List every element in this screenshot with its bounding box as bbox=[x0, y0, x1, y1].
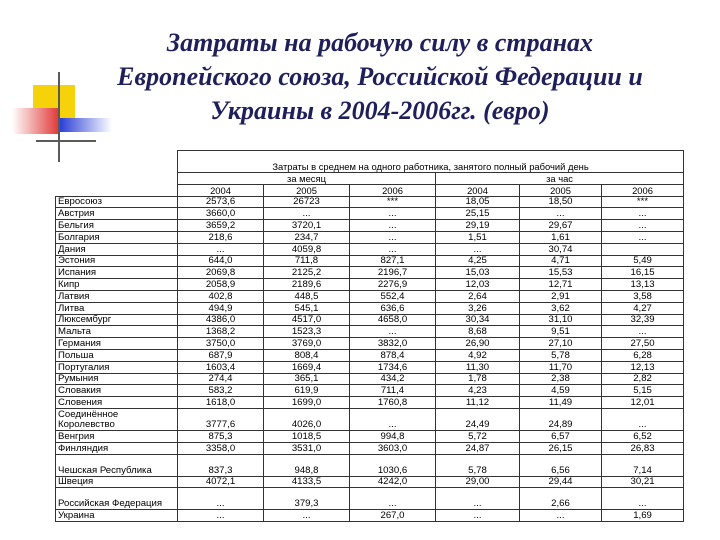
value-cell: 4026,0 bbox=[264, 408, 350, 430]
value-cell: 4242,0 bbox=[350, 476, 436, 488]
country-cell: Румыния bbox=[56, 373, 178, 385]
country-cell: Мальта bbox=[56, 326, 178, 338]
value-cell: 6,57 bbox=[520, 430, 602, 442]
value-cell: 9,51 bbox=[520, 326, 602, 338]
country-cell: Польша bbox=[56, 349, 178, 361]
value-cell: 1,78 bbox=[436, 373, 520, 385]
table-row bbox=[56, 290, 684, 302]
value-cell: 2573,6 bbox=[178, 196, 264, 208]
year-header: 2005 bbox=[264, 184, 350, 196]
value-cell: 4,59 bbox=[520, 385, 602, 397]
table-row bbox=[56, 267, 684, 279]
value-cell: 2,38 bbox=[520, 373, 602, 385]
value-cell: ... bbox=[178, 510, 264, 522]
value-cell: 4517,0 bbox=[264, 314, 350, 326]
value-cell: 13,13 bbox=[602, 279, 684, 291]
value-cell: ... bbox=[350, 208, 436, 220]
value-cell: 12,71 bbox=[520, 279, 602, 291]
value-cell: 1,51 bbox=[436, 231, 520, 243]
country-cell: Соединённое Королевство bbox=[56, 408, 178, 430]
value-cell: 11,70 bbox=[520, 361, 602, 373]
value-cell: 494,9 bbox=[178, 302, 264, 314]
decor-horizontal-line bbox=[36, 140, 96, 142]
value-cell: 11,12 bbox=[436, 397, 520, 409]
country-cell: Финляндия bbox=[56, 442, 178, 454]
value-cell: ... bbox=[602, 326, 684, 338]
value-cell: 1,61 bbox=[520, 231, 602, 243]
title-line-1: Затраты на рабочую силу в странах bbox=[166, 28, 594, 57]
table-row bbox=[56, 408, 684, 430]
value-cell: 402,8 bbox=[178, 290, 264, 302]
value-cell: 3,62 bbox=[520, 302, 602, 314]
value-cell: ... bbox=[602, 208, 684, 220]
value-cell: 218,6 bbox=[178, 231, 264, 243]
value-cell: 12,03 bbox=[436, 279, 520, 291]
value-cell: 711,4 bbox=[350, 385, 436, 397]
value-cell: 808,4 bbox=[264, 349, 350, 361]
value-cell: 2,64 bbox=[436, 290, 520, 302]
country-cell: Бельгия bbox=[56, 220, 178, 232]
value-cell: 25,15 bbox=[436, 208, 520, 220]
table-row bbox=[56, 220, 684, 232]
value-cell: 2196,7 bbox=[350, 267, 436, 279]
value-cell: 448,5 bbox=[264, 290, 350, 302]
value-cell: 267,0 bbox=[350, 510, 436, 522]
table-row bbox=[56, 302, 684, 314]
value-cell: 994,8 bbox=[350, 430, 436, 442]
value-cell: 15,53 bbox=[520, 267, 602, 279]
value-cell: 4,92 bbox=[436, 349, 520, 361]
value-cell: 3769,0 bbox=[264, 338, 350, 350]
country-cell: Болгария bbox=[56, 231, 178, 243]
table-row bbox=[56, 430, 684, 442]
value-cell: 11,30 bbox=[436, 361, 520, 373]
table-row bbox=[56, 231, 684, 243]
value-cell: ... bbox=[350, 326, 436, 338]
value-cell: 1368,2 bbox=[178, 326, 264, 338]
value-cell: 545,1 bbox=[264, 302, 350, 314]
value-cell: 16,15 bbox=[602, 267, 684, 279]
value-cell: 4386,0 bbox=[178, 314, 264, 326]
value-cell: ... bbox=[350, 243, 436, 255]
value-cell: ... bbox=[602, 488, 684, 510]
value-cell: ... bbox=[602, 231, 684, 243]
year-header: 2005 bbox=[520, 184, 602, 196]
value-cell: 5,78 bbox=[520, 349, 602, 361]
table-row bbox=[56, 243, 684, 255]
value-cell: ... bbox=[436, 243, 520, 255]
value-cell: 24,89 bbox=[520, 408, 602, 430]
value-cell: 1734,6 bbox=[350, 361, 436, 373]
value-cell: 29,44 bbox=[520, 476, 602, 488]
value-cell: 30,34 bbox=[436, 314, 520, 326]
country-cell: Германия bbox=[56, 338, 178, 350]
value-cell: 26,90 bbox=[436, 338, 520, 350]
header-corner bbox=[56, 151, 178, 197]
value-cell: 29,00 bbox=[436, 476, 520, 488]
value-cell: 24,87 bbox=[436, 442, 520, 454]
value-cell: ... bbox=[178, 488, 264, 510]
value-cell: 18,05 bbox=[436, 196, 520, 208]
table-row bbox=[56, 476, 684, 488]
table-row bbox=[56, 488, 684, 510]
value-cell: 3750,0 bbox=[178, 338, 264, 350]
value-cell: 29,67 bbox=[520, 220, 602, 232]
value-cell: ... bbox=[350, 231, 436, 243]
value-cell: 4072,1 bbox=[178, 476, 264, 488]
title-line-2: Европейского союза, Российской Федерации и bbox=[117, 62, 643, 91]
value-cell: 18,50 bbox=[520, 196, 602, 208]
value-cell: 365,1 bbox=[264, 373, 350, 385]
value-cell: 1760,8 bbox=[350, 397, 436, 409]
table-row bbox=[56, 361, 684, 373]
value-cell: 3659,2 bbox=[178, 220, 264, 232]
value-cell: 274,4 bbox=[178, 373, 264, 385]
table-row bbox=[56, 279, 684, 291]
value-cell: 32,39 bbox=[602, 314, 684, 326]
table-row bbox=[56, 349, 684, 361]
country-cell: Австрия bbox=[56, 208, 178, 220]
value-cell: 12,13 bbox=[602, 361, 684, 373]
value-cell: 1,69 bbox=[602, 510, 684, 522]
country-cell: Португалия bbox=[56, 361, 178, 373]
group-header: Затраты в среднем на одного работника, занятого полный рабочий день bbox=[178, 151, 684, 173]
value-cell: 4,25 bbox=[436, 255, 520, 267]
value-cell: 2,66 bbox=[520, 488, 602, 510]
value-cell: 8,68 bbox=[436, 326, 520, 338]
value-cell: 711,8 bbox=[264, 255, 350, 267]
value-cell: 1030,6 bbox=[350, 454, 436, 476]
country-cell: Дания bbox=[56, 243, 178, 255]
value-cell: 12,01 bbox=[602, 397, 684, 409]
value-cell: 1018,5 bbox=[264, 430, 350, 442]
value-cell: 2276,9 bbox=[350, 279, 436, 291]
table-row bbox=[56, 385, 684, 397]
value-cell: 2058,9 bbox=[178, 279, 264, 291]
table-row bbox=[56, 338, 684, 350]
value-cell: 26,83 bbox=[602, 442, 684, 454]
value-cell: ... bbox=[602, 408, 684, 430]
value-cell: 2069,8 bbox=[178, 267, 264, 279]
table-row bbox=[56, 208, 684, 220]
value-cell: 4,71 bbox=[520, 255, 602, 267]
year-header: 2006 bbox=[602, 184, 684, 196]
table-row bbox=[56, 454, 684, 476]
value-cell: 5,78 bbox=[436, 454, 520, 476]
value-cell: ... bbox=[264, 208, 350, 220]
per-month-header: за месяц bbox=[178, 173, 436, 185]
value-cell: 27,10 bbox=[520, 338, 602, 350]
value-cell: 30,74 bbox=[520, 243, 602, 255]
value-cell: 29,19 bbox=[436, 220, 520, 232]
country-cell: Эстония bbox=[56, 255, 178, 267]
value-cell: ... bbox=[350, 220, 436, 232]
value-cell: ... bbox=[178, 243, 264, 255]
value-cell: 3,58 bbox=[602, 290, 684, 302]
value-cell: 5,49 bbox=[602, 255, 684, 267]
table-row bbox=[56, 373, 684, 385]
value-cell: 4133,5 bbox=[264, 476, 350, 488]
country-cell: Венгрия bbox=[56, 430, 178, 442]
table-row bbox=[56, 326, 684, 338]
per-hour-header: за час bbox=[436, 173, 684, 185]
value-cell: 2,91 bbox=[520, 290, 602, 302]
value-cell: 3660,0 bbox=[178, 208, 264, 220]
value-cell: ... bbox=[520, 208, 602, 220]
value-cell: 1618,0 bbox=[178, 397, 264, 409]
value-cell: 6,56 bbox=[520, 454, 602, 476]
value-cell: 27,50 bbox=[602, 338, 684, 350]
country-cell: Кипр bbox=[56, 279, 178, 291]
year-header: 2006 bbox=[350, 184, 436, 196]
value-cell: 644,0 bbox=[178, 255, 264, 267]
value-cell: 379,3 bbox=[264, 488, 350, 510]
value-cell: 31,10 bbox=[520, 314, 602, 326]
value-cell: 26,15 bbox=[520, 442, 602, 454]
value-cell: ... bbox=[350, 408, 436, 430]
value-cell: ... bbox=[264, 510, 350, 522]
table-row bbox=[56, 397, 684, 409]
labor-cost-table bbox=[55, 150, 684, 522]
value-cell: 827,1 bbox=[350, 255, 436, 267]
value-cell bbox=[602, 243, 684, 255]
value-cell: 7,14 bbox=[602, 454, 684, 476]
value-cell: 3531,0 bbox=[264, 442, 350, 454]
value-cell: 3358,0 bbox=[178, 442, 264, 454]
value-cell: 837,3 bbox=[178, 454, 264, 476]
value-cell: 3777,6 bbox=[178, 408, 264, 430]
value-cell: 2,82 bbox=[602, 373, 684, 385]
value-cell: 6,28 bbox=[602, 349, 684, 361]
value-cell: 687,9 bbox=[178, 349, 264, 361]
value-cell: ... bbox=[436, 488, 520, 510]
value-cell: 4,23 bbox=[436, 385, 520, 397]
value-cell: 4059,8 bbox=[264, 243, 350, 255]
country-cell: Чешская Республика bbox=[56, 454, 178, 476]
value-cell: 2189,6 bbox=[264, 279, 350, 291]
value-cell: 552,4 bbox=[350, 290, 436, 302]
value-cell: 583,2 bbox=[178, 385, 264, 397]
value-cell: *** bbox=[350, 196, 436, 208]
country-cell: Словения bbox=[56, 397, 178, 409]
value-cell: 1669,4 bbox=[264, 361, 350, 373]
value-cell: 3603,0 bbox=[350, 442, 436, 454]
country-cell: Испания bbox=[56, 267, 178, 279]
table-row bbox=[56, 314, 684, 326]
value-cell: 24,49 bbox=[436, 408, 520, 430]
value-cell: 5,15 bbox=[602, 385, 684, 397]
value-cell: 636,6 bbox=[350, 302, 436, 314]
value-cell: 30,21 bbox=[602, 476, 684, 488]
table-row bbox=[56, 442, 684, 454]
value-cell: 2125,2 bbox=[264, 267, 350, 279]
value-cell: ... bbox=[520, 510, 602, 522]
country-cell: Литва bbox=[56, 302, 178, 314]
title-line-3: Украины в 2004-2006гг. (евро) bbox=[210, 96, 550, 125]
value-cell: 15,03 bbox=[436, 267, 520, 279]
value-cell: 1523,3 bbox=[264, 326, 350, 338]
value-cell: *** bbox=[602, 196, 684, 208]
country-cell: Евросоюз bbox=[56, 196, 178, 208]
country-cell: Латвия bbox=[56, 290, 178, 302]
table-row bbox=[56, 255, 684, 267]
value-cell: 11,49 bbox=[520, 397, 602, 409]
table-row bbox=[56, 196, 684, 208]
year-header: 2004 bbox=[436, 184, 520, 196]
value-cell: 6,52 bbox=[602, 430, 684, 442]
value-cell: 3,26 bbox=[436, 302, 520, 314]
slide-title bbox=[80, 26, 680, 128]
table-row bbox=[56, 510, 684, 522]
country-cell: Российская Федерация bbox=[56, 488, 178, 510]
value-cell: 875,3 bbox=[178, 430, 264, 442]
value-cell: 3720,1 bbox=[264, 220, 350, 232]
value-cell: 3832,0 bbox=[350, 338, 436, 350]
country-cell: Люксембург bbox=[56, 314, 178, 326]
country-cell: Украина bbox=[56, 510, 178, 522]
value-cell: 26723 bbox=[264, 196, 350, 208]
value-cell: 5,72 bbox=[436, 430, 520, 442]
value-cell: 619,9 bbox=[264, 385, 350, 397]
value-cell: 234,7 bbox=[264, 231, 350, 243]
value-cell: 1603,4 bbox=[178, 361, 264, 373]
value-cell: 4658,0 bbox=[350, 314, 436, 326]
value-cell: 878,4 bbox=[350, 349, 436, 361]
decor-vertical-line bbox=[58, 72, 60, 162]
year-header: 2004 bbox=[178, 184, 264, 196]
value-cell: 948,8 bbox=[264, 454, 350, 476]
decor-red-bar bbox=[12, 108, 58, 134]
value-cell: ... bbox=[602, 220, 684, 232]
value-cell: ... bbox=[436, 510, 520, 522]
country-cell: Швеция bbox=[56, 476, 178, 488]
value-cell: 434,2 bbox=[350, 373, 436, 385]
value-cell: 1699,0 bbox=[264, 397, 350, 409]
country-cell: Словакия bbox=[56, 385, 178, 397]
value-cell: ... bbox=[350, 488, 436, 510]
value-cell: 4,27 bbox=[602, 302, 684, 314]
